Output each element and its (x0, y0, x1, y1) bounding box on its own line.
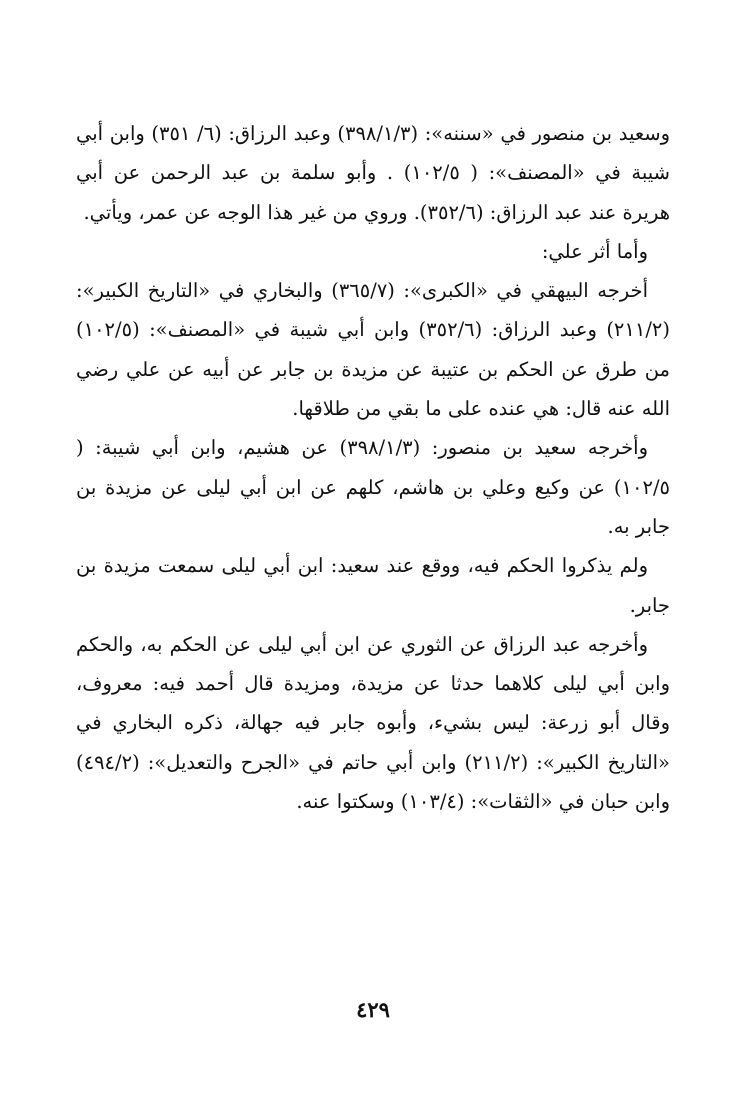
paragraph-bayhaqi: أخرجه البيهقي في «الكبرى»: (٣٦٥/٧) والبخاري في «التاريخ الكبير»: (٢١١/٢) وعبد الرزاق: (٣٥٢/٦) وابن أبي شيبة في «المصنف»: (١٠٢/٥) من طرق عن الحكم بن عتيبة عن مزيدة بن جابر عن أبيه عن علي رضي الله عنه قال: هي عنده على ما بقي من طلاقها. (76, 279, 670, 421)
paragraph-abdurrazzaq: وأخرجه عبد الرزاق عن الثوري عن ابن أبي ليلى عن الحكم به، والحكم وابن أبي ليلى كلاهما حدثا عن مزيدة، ومزيدة قال أحمد فيه: معروف، وقال أبو زرعة: ليس بشيء، وأبوه جابر فيه جهالة، ذكره البخاري في «التاريخ الكبير»: (٢١١/٢) وابن أبي حاتم في «الجرح والتعديل»: (٤٩٤/٢) وابن حبان في «الثقات»: (١٠٣/٤) وسكتوا عنه. (76, 632, 670, 814)
paragraph-said-ibn-mansur: وأخرجه سعيد بن منصور: (٣٩٨/١/٣) عن هشيم، وابن أبي شيبة: ( ١٠٢/٥) عن وكيع وعلي بن هاشم، كلهم عن ابن أبي ليلى عن مزيدة بن جابر به. (76, 436, 670, 538)
paragraph-ali-heading: وأما أثر علي: (541, 239, 648, 263)
page-number: ٤٢٩ (356, 997, 390, 1022)
body-text (76, 114, 670, 821)
paragraph-hakam-omitted: ولم يذكروا الحكم فيه، ووقع عند سعيد: ابن أبي ليلى سمعت مزيدة بن جابر. (76, 554, 670, 617)
paragraph-sources-continuation: وسعيد بن منصور في «سننه»: (٣٩٨/١/٣) وعبد الرزاق: (٦/ ٣٥١) وابن أبي شيبة في «المصنف»: ( ١٠٢/٥) . وأبو سلمة بن عبد الرحمن عن أبي هريرة عند عبد الرزاق: (٣٥٢/٦). وروي من غير هذا الوجه عن عمر، ويأتي. (76, 122, 670, 224)
